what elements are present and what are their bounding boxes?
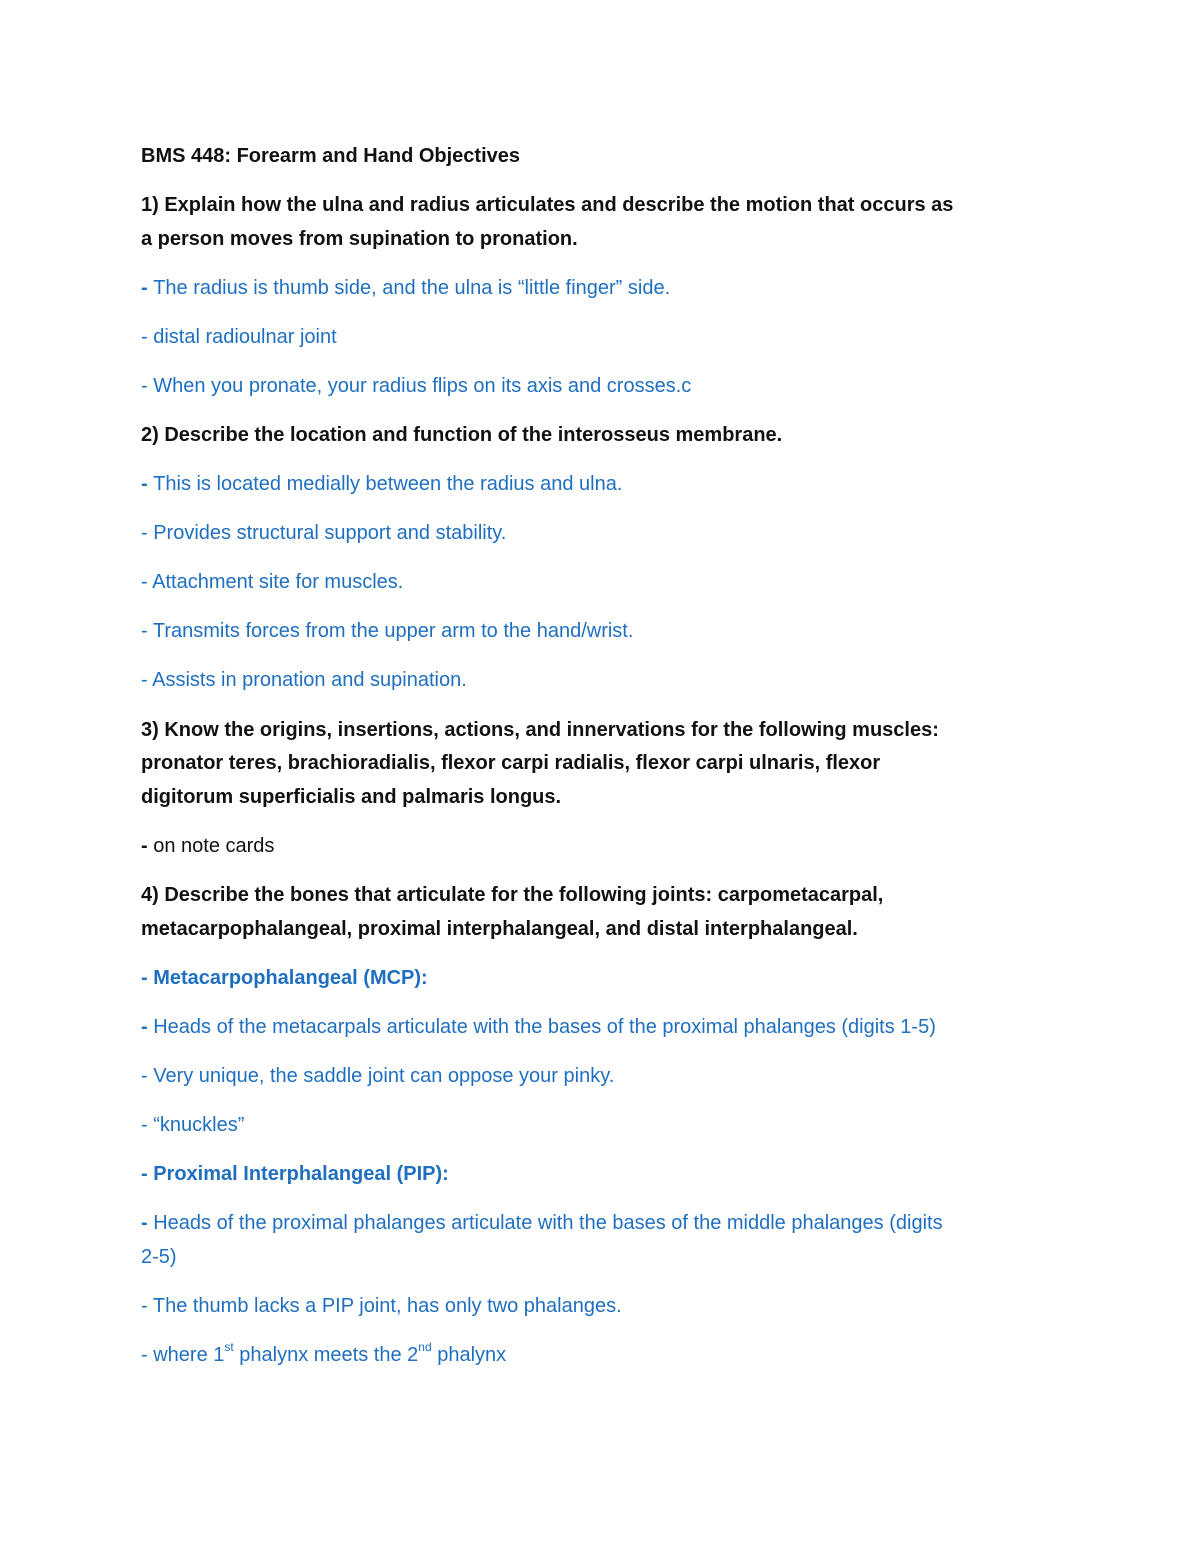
- q1-heading-line-1: 1) Explain how the ulna and radius articulates and describe the motion that occurs as: [141, 194, 954, 216]
- mcp-note-1: - Heads of the metacarpals articulate with the bases of the proximal phalanges (digits 1-5): [141, 1016, 936, 1038]
- q3-note-1: - on note cards: [141, 835, 275, 857]
- q3-heading-line-3: digitorum superficialis and palmaris longus.: [141, 786, 562, 808]
- pip-note-1-line-1: - Heads of the proximal phalanges articulate with the bases of the middle phalanges (digits: [141, 1212, 943, 1234]
- superscript-nd: nd: [418, 1340, 432, 1355]
- mcp-note-2: - Very unique, the saddle joint can oppose your pinky.: [141, 1065, 615, 1087]
- q3-heading-line-1: 3) Know the origins, insertions, actions, and innervations for the following muscles:: [141, 719, 939, 741]
- q2-note-4: - Transmits forces from the upper arm to the hand/wrist.: [141, 620, 634, 642]
- superscript-st: st: [224, 1340, 234, 1355]
- pip-note-1-line-2: 2-5): [141, 1246, 177, 1268]
- q2-heading: 2) Describe the location and function of the interosseus membrane.: [141, 424, 783, 446]
- q2-note-5: - Assists in pronation and supination.: [141, 669, 467, 691]
- mcp-note-3: - “knuckles”: [141, 1114, 245, 1136]
- q2-note-1: - This is located medially between the radius and ulna.: [141, 473, 623, 495]
- q1-note-1: - The radius is thumb side, and the ulna is “little finger” side.: [141, 277, 671, 299]
- pip-note-2: - The thumb lacks a PIP joint, has only two phalanges.: [141, 1295, 622, 1317]
- q3-heading-line-2: pronator teres, brachioradialis, flexor carpi radialis, flexor carpi ulnaris, flexor: [141, 752, 881, 774]
- q1-note-2: - distal radioulnar joint: [141, 326, 337, 348]
- q2-note-3: - Attachment site for muscles.: [141, 571, 404, 593]
- mcp-subheading: - Metacarpophalangeal (MCP):: [141, 967, 428, 989]
- q4-heading-line-2: metacarpophalangeal, proximal interphalangeal, and distal interphalangeal.: [141, 918, 858, 940]
- pip-subheading: - Proximal Interphalangeal (PIP):: [141, 1163, 449, 1185]
- q4-heading-line-1: 4) Describe the bones that articulate for the following joints: carpometacarpal,: [141, 884, 884, 906]
- q2-note-2: - Provides structural support and stability.: [141, 522, 507, 544]
- q1-note-3: - When you pronate, your radius flips on its axis and crosses.c: [141, 375, 692, 397]
- document-title: BMS 448: Forearm and Hand Objectives: [141, 145, 521, 167]
- pip-note-3: - where 1st phalynx meets the 2nd phalynx: [141, 1340, 507, 1366]
- q1-heading-line-2: a person moves from supination to pronation.: [141, 228, 578, 250]
